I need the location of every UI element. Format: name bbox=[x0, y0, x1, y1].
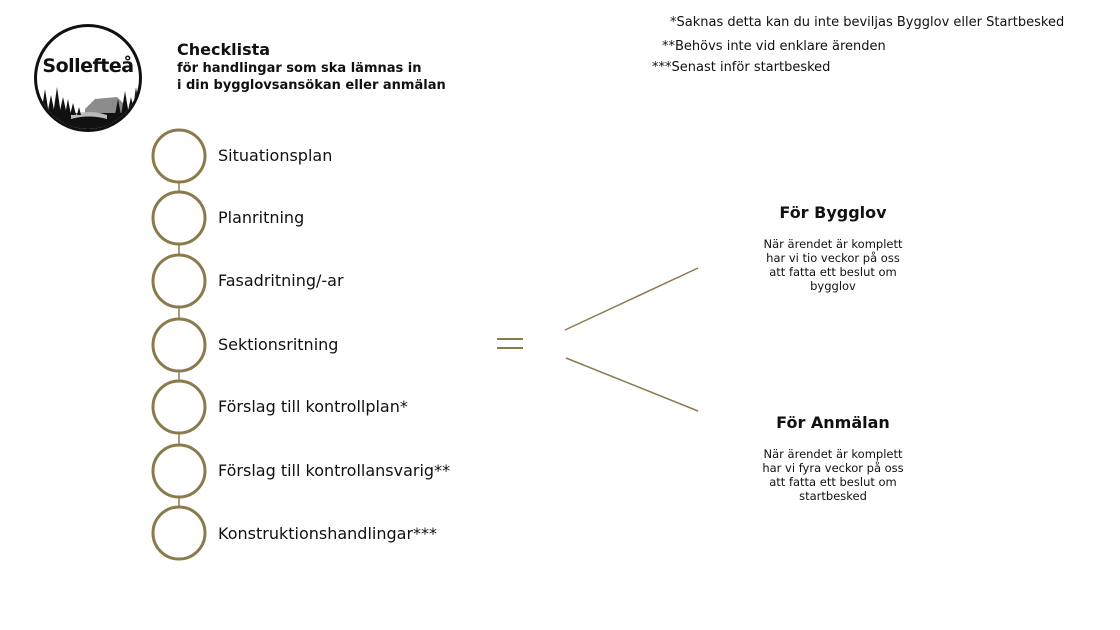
step-label-kontrollansvarig: Förslag till kontrollansvarig** bbox=[218, 461, 451, 480]
equals-sign bbox=[497, 338, 523, 356]
checkbox-circle bbox=[153, 507, 205, 559]
footnote-3: ***Senast inför startbesked bbox=[652, 60, 831, 75]
outcome-line: har vi fyra veckor på oss bbox=[762, 461, 904, 475]
logo-text: Sollefteå bbox=[42, 55, 134, 77]
checkbox-circle bbox=[153, 381, 205, 433]
branch-line-bygglov bbox=[565, 268, 698, 330]
step-label-fasadritning: Fasadritning/-ar bbox=[218, 271, 344, 290]
outcome-text-bygglov bbox=[733, 237, 933, 293]
footnote-2: **Behövs inte vid enklare ärenden bbox=[662, 39, 886, 54]
page-title: Checklista bbox=[177, 40, 271, 59]
outcome-line: att fatta ett beslut om bbox=[769, 265, 897, 279]
outcome-text-anmalan bbox=[733, 447, 933, 503]
outcome-line: bygglov bbox=[810, 279, 856, 293]
outcome-title-bygglov: För Bygglov bbox=[779, 203, 887, 222]
checkbox-circle bbox=[153, 445, 205, 497]
footnote-1: *Saknas detta kan du inte beviljas Bygglov eller Startbesked bbox=[670, 15, 1065, 30]
checkbox-circle bbox=[153, 255, 205, 307]
outcome-line: När ärendet är komplett bbox=[763, 447, 903, 461]
outcome-line: startbesked bbox=[799, 489, 867, 503]
subtitle-line: för handlingar som ska lämnas in bbox=[177, 61, 422, 76]
checkbox-circle bbox=[153, 192, 205, 244]
step-label-kontrollplan: Förslag till kontrollplan* bbox=[218, 397, 408, 416]
step-label-konstruktionshandlingar: Konstruktionshandlingar*** bbox=[218, 524, 438, 543]
step-label-planritning: Planritning bbox=[218, 208, 305, 227]
step-label-situationsplan: Situationsplan bbox=[218, 146, 333, 165]
step-label-sektionsritning: Sektionsritning bbox=[218, 335, 339, 354]
checkbox-circle bbox=[153, 319, 205, 371]
branch-line-anmalan bbox=[566, 358, 698, 411]
outcome-line: har vi tio veckor på oss bbox=[766, 251, 900, 265]
outcome-title-anmalan: För Anmälan bbox=[776, 413, 890, 432]
outcome-line: När ärendet är komplett bbox=[763, 237, 903, 251]
checkbox-circle bbox=[153, 130, 205, 182]
subtitle-line: i din bygglovsansökan eller anmälan bbox=[177, 78, 446, 93]
outcome-line: att fatta ett beslut om bbox=[769, 475, 897, 489]
